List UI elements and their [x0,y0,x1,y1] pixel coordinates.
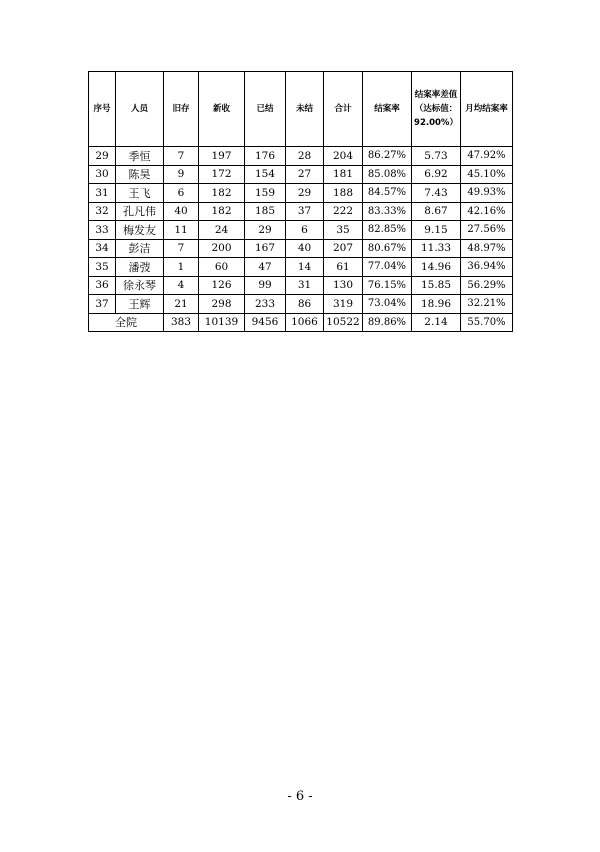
header-cell: 结案率 [363,72,412,147]
table-row [89,202,513,221]
person-name-cell: 孔凡伟 [116,202,164,221]
table-cell: 37 [89,295,116,314]
table-cell: 47 [245,258,286,277]
table-cell: 14 [286,258,324,277]
person-name-cell: 潘弢 [116,258,164,277]
table-cell: 89.86% [363,313,412,332]
table-cell: 18.96 [412,295,461,314]
table-cell: 233 [245,295,286,314]
table-cell: 31 [286,276,324,295]
person-name-cell: 王飞 [116,184,164,203]
table-cell: 37 [286,202,324,221]
table-cell: 56.29% [461,276,513,295]
person-name-cell: 陈昊 [116,165,164,184]
table-cell: 31 [89,184,116,203]
table-cell: 130 [324,276,363,295]
table-row [89,276,513,295]
header-cell: 人员 [116,72,164,147]
table-cell: 35 [324,221,363,240]
table-cell: 99 [245,276,286,295]
table-cell: 61 [324,258,363,277]
table-cell: 27 [286,165,324,184]
table-cell: 172 [199,165,245,184]
table-cell: 24 [199,221,245,240]
table-cell: 82.85% [363,221,412,240]
table-cell: 60 [199,258,245,277]
table-cell: 29 [245,221,286,240]
table-cell: 34 [89,239,116,258]
table-cell: 298 [199,295,245,314]
table-cell: 197 [199,147,245,166]
table-cell: 188 [324,184,363,203]
table-cell: 9456 [245,313,286,332]
table-cell: 32.21% [461,295,513,314]
table-cell: 30 [89,165,116,184]
table-cell: 40 [286,239,324,258]
table-cell: 6.92 [412,165,461,184]
header-cell: 未结 [286,72,324,147]
table-cell: 185 [245,202,286,221]
table-cell: 29 [286,184,324,203]
table-cell: 36.94% [461,258,513,277]
table-cell: 10139 [199,313,245,332]
table-cell: 7.43 [412,184,461,203]
header-cell: 序号 [89,72,116,147]
table-cell: 47.92% [461,147,513,166]
table-cell: 11 [164,221,199,240]
table-cell: 182 [199,184,245,203]
table-row [89,165,513,184]
table-cell: 80.67% [363,239,412,258]
table-cell: 85.08% [363,165,412,184]
table-row [89,295,513,314]
table-cell: 73.04% [363,295,412,314]
total-row [89,313,513,332]
table-cell: 1066 [286,313,324,332]
page-number: - 6 - [287,789,313,804]
table-row [89,147,513,166]
header-cell: 旧存 [164,72,199,147]
person-name-cell: 梅发友 [116,221,164,240]
table-cell: 14.96 [412,258,461,277]
table-cell: 1 [164,258,199,277]
table-cell: 29 [89,147,116,166]
table-cell: 15.85 [412,276,461,295]
case-statistics-table [88,71,513,332]
table-cell: 2.14 [412,313,461,332]
table-cell: 36 [89,276,116,295]
table-cell: 7 [164,239,199,258]
table-cell: 55.70% [461,313,513,332]
table-cell: 86.27% [363,147,412,166]
table-cell: 167 [245,239,286,258]
header-cell: 已结 [245,72,286,147]
header-cell: 结案率差值（达标值：92.00%） [412,72,461,147]
table-row [89,221,513,240]
person-name-cell: 王辉 [116,295,164,314]
person-name-cell: 季恒 [116,147,164,166]
table-row [89,258,513,277]
table-cell: 32 [89,202,116,221]
table-row [89,239,513,258]
table-cell: 6 [286,221,324,240]
table-row [89,184,513,203]
table-cell: 204 [324,147,363,166]
table-cell: 200 [199,239,245,258]
table-cell: 176 [245,147,286,166]
table-cell: 182 [199,202,245,221]
table-cell: 28 [286,147,324,166]
table-cell: 181 [324,165,363,184]
table-cell: 42.16% [461,202,513,221]
table-cell: 40 [164,202,199,221]
table-cell: 319 [324,295,363,314]
table-cell: 8.67 [412,202,461,221]
header-cell: 月均结案率 [461,72,513,147]
table-cell: 27.56% [461,221,513,240]
table-cell: 154 [245,165,286,184]
table-cell: 33 [89,221,116,240]
table-cell: 86 [286,295,324,314]
table-cell: 7 [164,147,199,166]
table-cell: 77.04% [363,258,412,277]
table-cell: 159 [245,184,286,203]
total-label: 全院 [89,313,164,332]
table-cell: 207 [324,239,363,258]
table-cell: 383 [164,313,199,332]
table-body [89,147,513,314]
table-cell: 83.33% [363,202,412,221]
table-cell: 10522 [324,313,363,332]
table-cell: 84.57% [363,184,412,203]
table-cell: 45.10% [461,165,513,184]
table-cell: 35 [89,258,116,277]
header-cell: 新收 [199,72,245,147]
table-cell: 9.15 [412,221,461,240]
table-cell: 9 [164,165,199,184]
header-cell: 合计 [324,72,363,147]
header-row [89,72,513,147]
table-cell: 6 [164,184,199,203]
table-cell: 4 [164,276,199,295]
table-cell: 5.73 [412,147,461,166]
table-cell: 126 [199,276,245,295]
table-cell: 222 [324,202,363,221]
table-cell: 49.93% [461,184,513,203]
person-name-cell: 彭洁 [116,239,164,258]
table-cell: 76.15% [363,276,412,295]
person-name-cell: 徐永琴 [116,276,164,295]
table-cell: 48.97% [461,239,513,258]
table-cell: 21 [164,295,199,314]
table-cell: 11.33 [412,239,461,258]
